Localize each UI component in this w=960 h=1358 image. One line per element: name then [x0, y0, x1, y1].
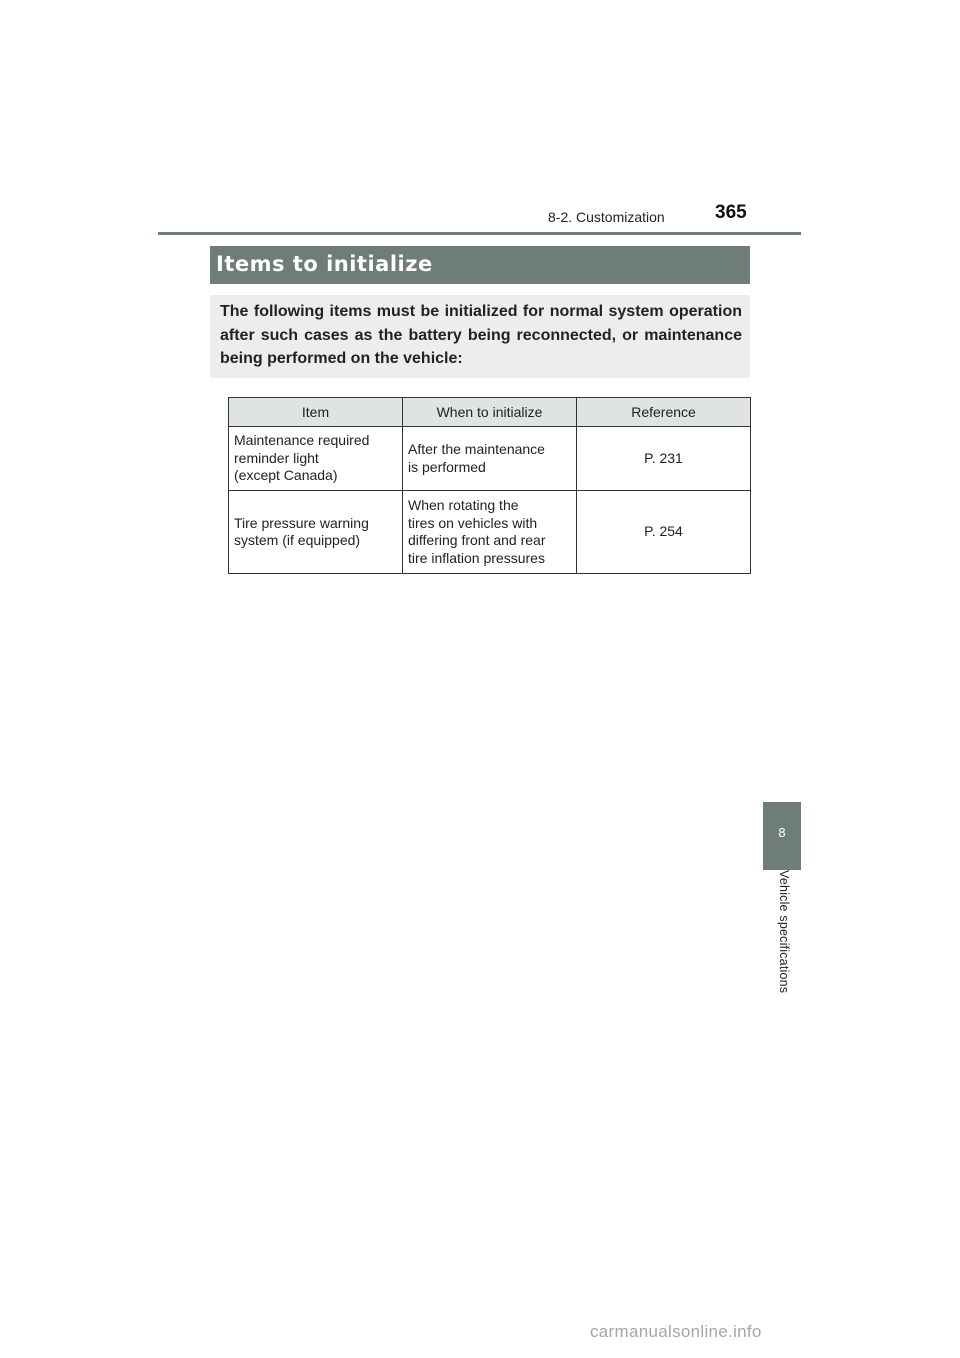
when-line: When rotating the [408, 497, 519, 513]
intro-text: The following items must be initialized for normal system operation after such cases as the battery being reconnected, or maintenance being performed on the vehicle: [220, 303, 742, 367]
page-number: 365 [715, 202, 747, 223]
header-reference: Reference [577, 398, 751, 427]
chapter-tab-label: Vehicle specifications [777, 870, 791, 994]
initialize-table [228, 397, 751, 574]
when-line: is performed [408, 458, 486, 475]
reference-cell: P. 231 [577, 427, 751, 491]
section-title: Items to initialize [216, 252, 433, 276]
item-line: Maintenance required [234, 432, 370, 449]
item-line: Tire pressure warning [234, 514, 369, 531]
header-when: When to initialize [403, 398, 577, 427]
item-cell [229, 491, 403, 574]
intro-box [210, 295, 750, 378]
when-line: After the maintenance [408, 441, 545, 457]
header-item: Item [229, 398, 403, 427]
when-line: tires on vehicles with [408, 514, 538, 531]
when-cell [403, 491, 577, 574]
table-header-row [229, 398, 751, 427]
when-line: tire inflation pressures [408, 549, 545, 566]
watermark: carmanualsonline.info [590, 1322, 762, 1341]
when-cell [403, 427, 577, 491]
item-cell [229, 427, 403, 491]
reference-cell: P. 254 [577, 491, 751, 574]
when-line: differing front and rear [408, 532, 546, 548]
item-line: reminder light [234, 449, 319, 466]
chapter-tab [763, 802, 801, 870]
header-rule [158, 232, 801, 235]
table-row [229, 427, 751, 491]
section-title-bar [210, 246, 750, 284]
item-line: system (if equipped) [234, 532, 361, 548]
table-row [229, 491, 751, 574]
chapter-tab-number: 8 [778, 825, 786, 840]
section-label: 8-2. Customization [548, 209, 665, 225]
item-line: (except Canada) [234, 467, 338, 484]
